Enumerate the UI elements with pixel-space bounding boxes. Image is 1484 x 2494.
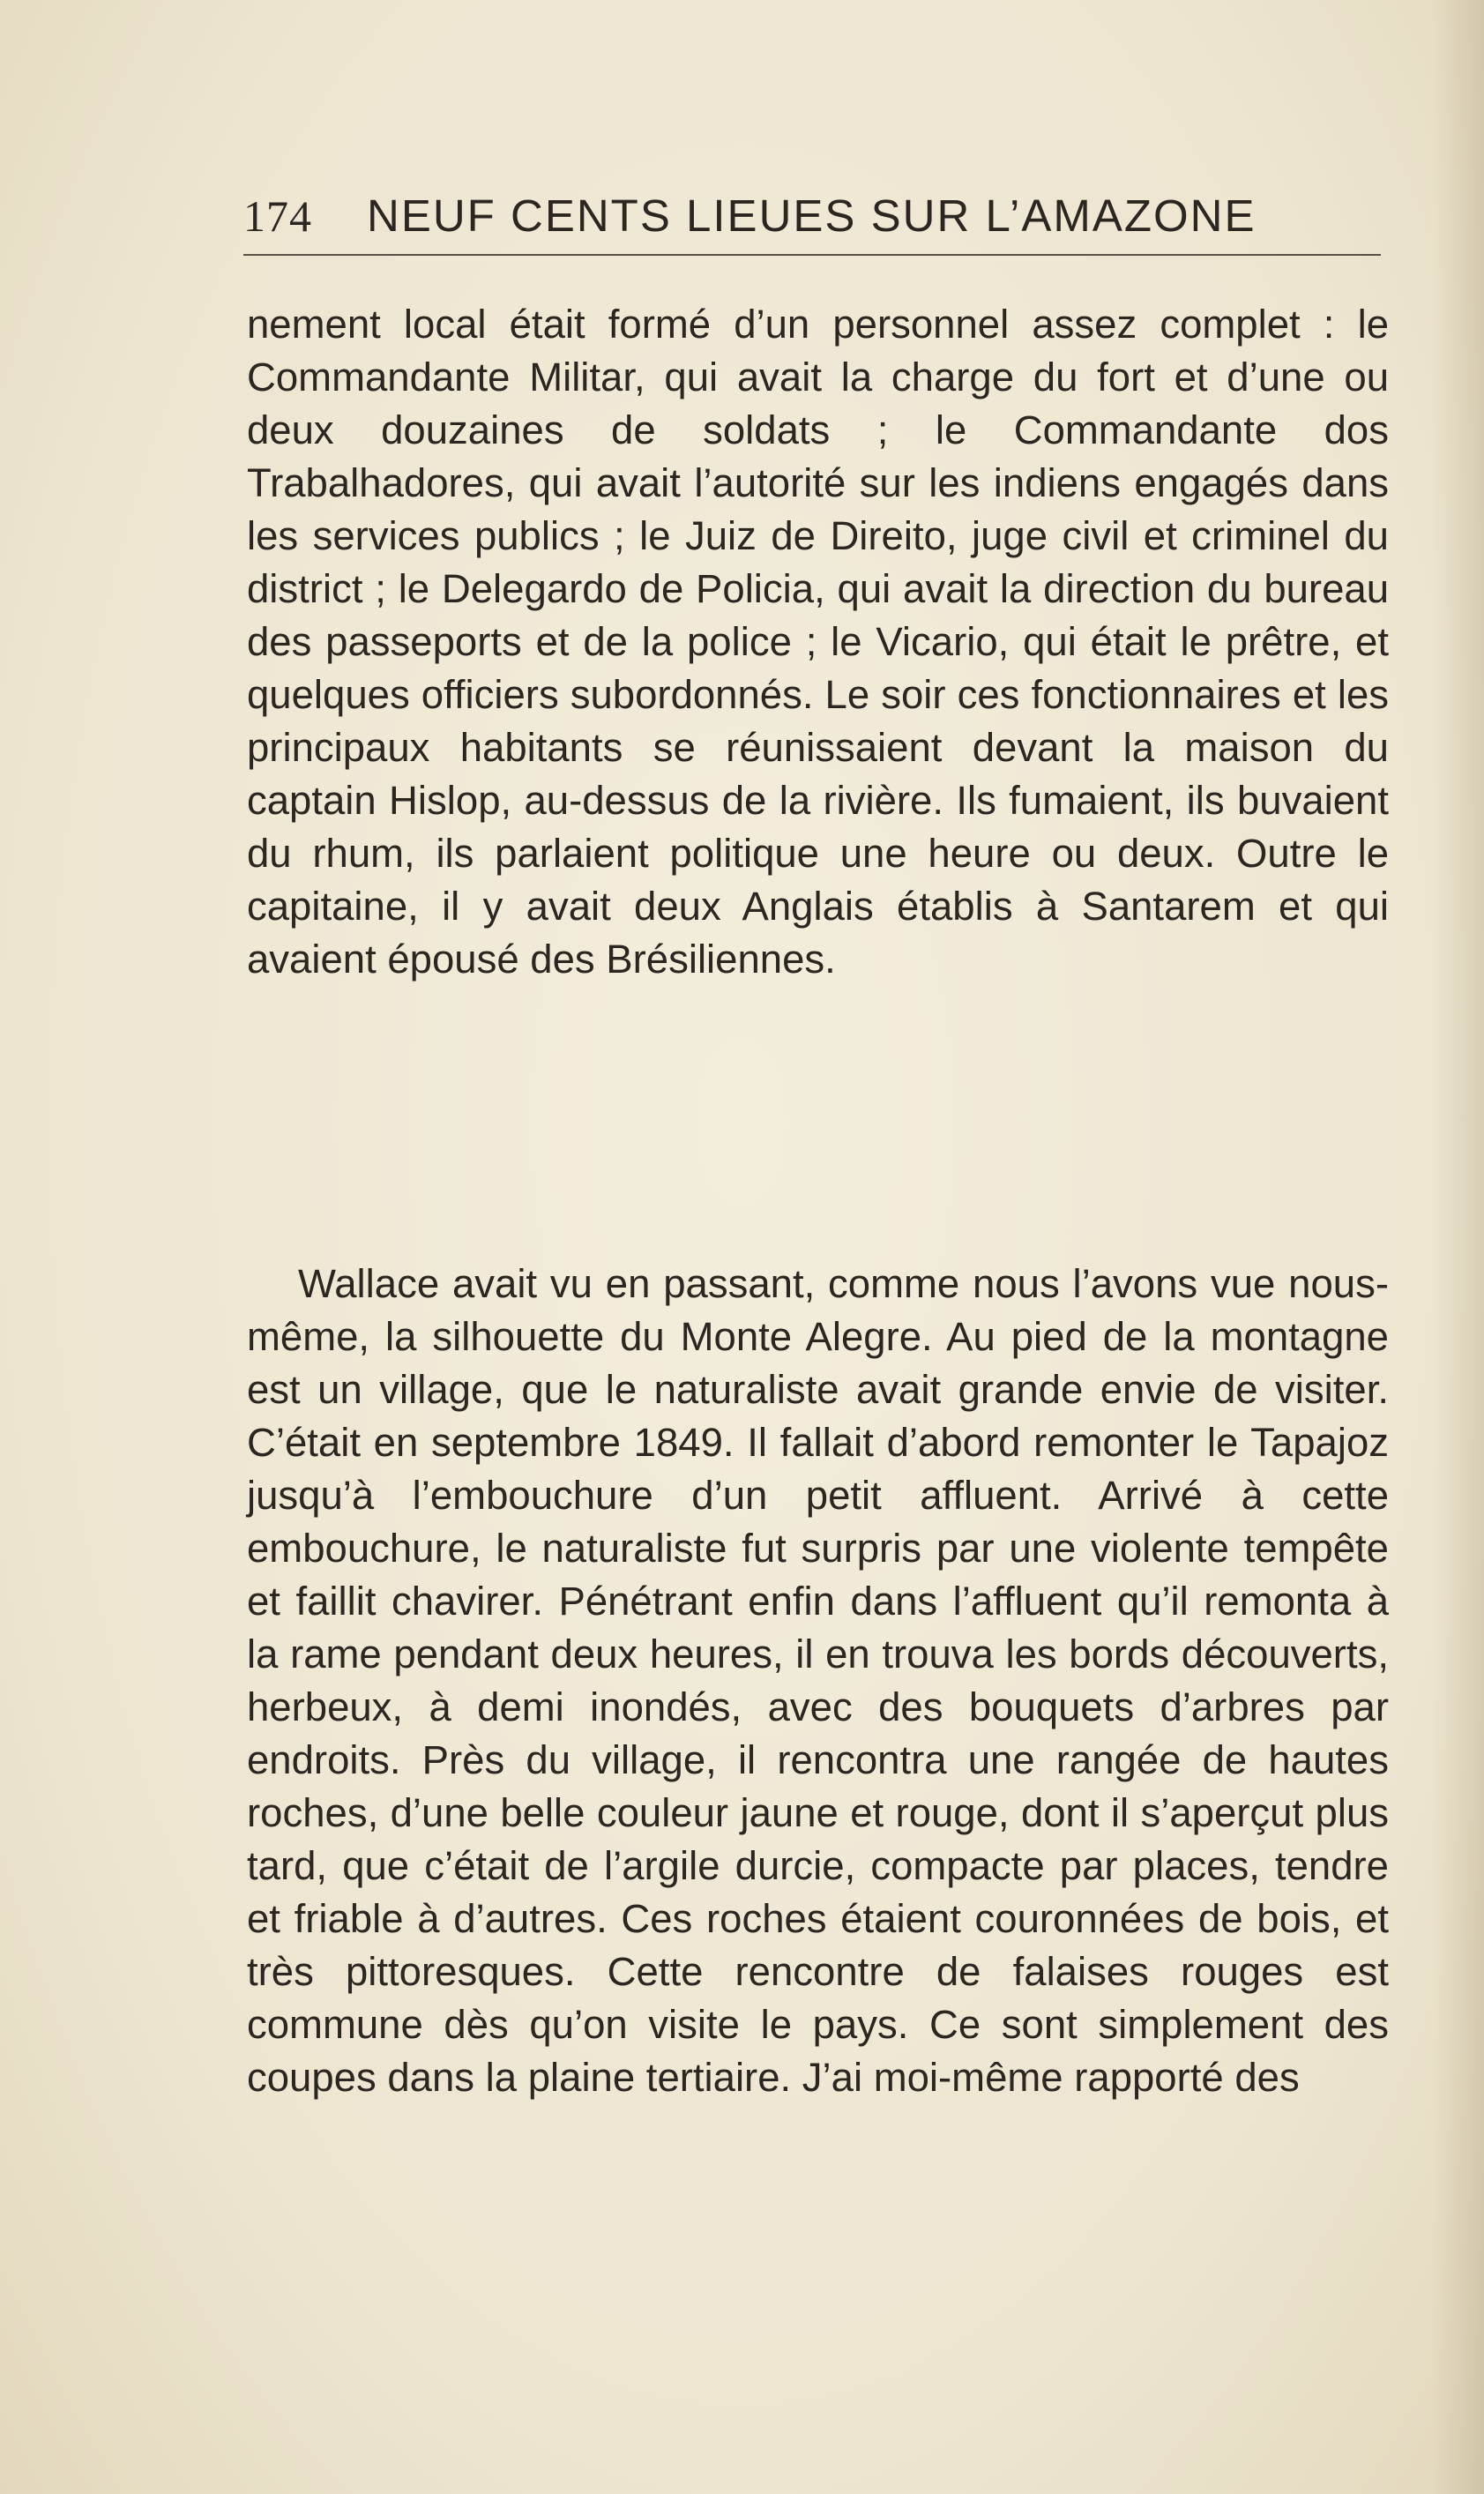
paragraph-2-text: Wallace avait vu en passant, comme nous l’avons vue nous-même, la silhouette du Monte Alegre. Au pied de la montagne est un village, que le naturaliste avait grande envie de visiter. C’était en septembre 1849. Il fallait d’abord remonter le Tapajoz jusqu’à l’embouchure d’un petit affluent. Arrivé à cette embouchure, le naturaliste fut surpris par une violente tempête et faillit chavirer. Pénétrant enfin dans l’affluent qu’il remonta à la rame pendant deux heures, il en trouva les bords découverts, herbeux, à demi inondés, avec des bouquets d’arbres par endroits. Près du village, il rencontra une rangée de hautes roches, d’une belle couleur jaune et rouge, dont il s’aperçut plus tard, que c’était de l’argile durcie, compacte par places, tendre et friable à d’autres. Ces roches étaient couronnées de bois, et très pittoresques. Cette rencontre de falaises rouges est commune dès qu’on visite le pays. Ce sont simplement des coupes dans la plaine tertiaire. J’ai moi-même rapporté des (247, 1261, 1389, 2100)
running-title: NEUF CENTS LIEUES SUR L’AMAZONE (367, 190, 1257, 241)
page-edge-shadow (1431, 0, 1484, 2494)
paragraph-2 (247, 1258, 1389, 2104)
page-number: 174 (243, 191, 312, 241)
paragraph-1-text: nement local était formé d’un personnel assez complet : le Commandante Militar, qui avait la charge du fort et d’une ou deux douzaines de soldats ; le Commandante dos Trabalhadores, qui avait l’autorité sur les indiens engagés dans les services publics ; le Juiz de Direito, juge civil et criminel du district ; le Delegardo de Policia, qui avait la direction du bureau des passeports et de la police ; le Vicario, qui était le prêtre, et quelques officiers subordonnés. Le soir ces fonctionnaires et les principaux habitants se réunissaient devant la maison du captain Hislop, au-dessus de la rivière. Ils fumaient, ils buvaient du rhum, ils parlaient politique une heure ou deux. Outre le capitaine, il y avait deux Anglais établis à Santarem et qui avaient épousé des Brésiliennes. (247, 302, 1389, 982)
paragraph-1 (247, 298, 1389, 986)
page-header (243, 185, 1381, 247)
header-rule (243, 254, 1381, 256)
